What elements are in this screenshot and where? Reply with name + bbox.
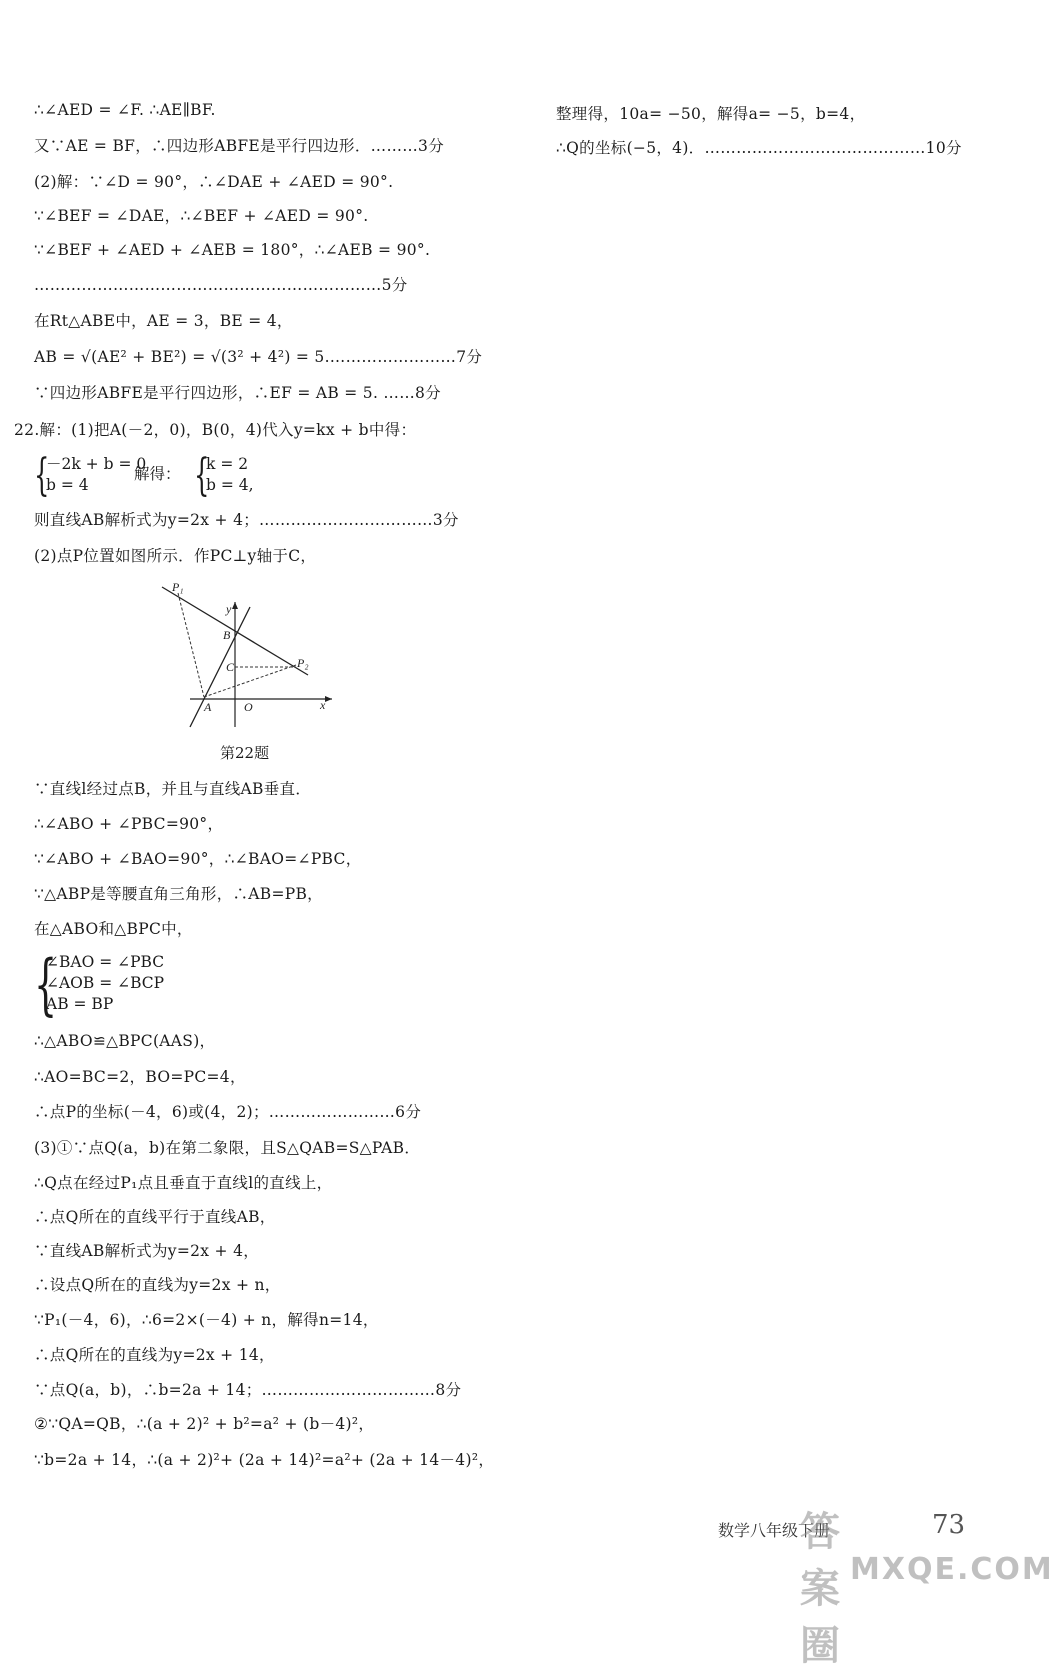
equation: k = 2 [206,455,249,473]
equation-system-1 [34,450,334,501]
text-line: (2)点P位置如图所示．作PC⊥y轴于C， [34,547,317,565]
text-line: ∵△ABP是等腰直角三角形，∴AB=PB， [34,885,323,903]
text-line: 在△ABO和△BPC中， [34,920,193,938]
brace: { [194,450,210,501]
text-line: ∵b=2a + 14，∴(a + 2)²+ (2a + 14)²=a²+ (2a + 14－4)²， [34,1451,495,1469]
text-line: ∴Q点在经过P₁点且垂直于直线l的直线上， [34,1174,333,1192]
text-line: ∵四边形ABFE是平行四边形，∴EF = AB = 5. ……8分 [34,384,441,402]
text-line: 又∵AE = BF，∴四边形ABFE是平行四边形．………3分 [34,137,445,155]
condition: ∠AOB = ∠BCP [46,974,165,992]
text-line: ∴点Q所在的直线为y=2x + 14， [34,1346,275,1364]
label-a: A [204,700,212,714]
text-line: 在Rt△ABE中，AE = 3，BE = 4， [34,312,293,330]
watermark-text: 答案圈 [800,1509,842,1669]
watermark-url: MXQE.COM [850,1552,1054,1587]
text-line: 则直线AB解析式为y=2x + 4；……………………………3分 [34,511,459,529]
text-line: ∵直线l经过点B，并且与直线AB垂直． [34,780,312,798]
x-axis-arrow [325,696,332,702]
footer-subject: 数学八年级下册 [718,1521,831,1540]
condition: AB = BP [46,995,114,1013]
dashed-a-p2 [204,665,296,697]
label-x: x [320,698,326,712]
text-line: ∴点Q所在的直线平行于直线AB， [34,1208,276,1226]
y-axis-arrow [232,602,238,609]
dashed-p1-a [178,593,204,697]
text-line: ∴Q的坐标(−5，4)．……………………………………10分 [556,139,962,157]
text-line: ∵∠BEF + ∠AED + ∠AEB = 180°，∴∠AEB = 90°. [34,241,431,259]
text-line: ∴AO=BC=2，BO=PC=4， [34,1068,246,1086]
text-line: ∵P₁(－4，6)，∴6=2×(－4) + n，解得n=14， [34,1311,379,1329]
text-line: ∵点Q(a，b)，∴b=2a + 14；……………………………8分 [34,1381,462,1399]
text-line: …………………………………………………………5分 [34,276,408,294]
label-p1: P₁ [172,580,184,594]
label-b: B [223,628,231,642]
text-line: (3)①∵点Q(a，b)在第二象限，且S△QAB=S△PAB． [34,1139,421,1157]
text-line: ∵∠ABO + ∠BAO=90°，∴∠BAO=∠PBC， [34,850,362,868]
text-line: (2)解：∵∠D = 90°，∴∠DAE + ∠AED = 90°. [34,173,394,191]
question-22-heading: 22.解：(1)把A(－2，0)，B(0，4)代入y=kx + b中得： [14,421,417,439]
text-line: 整理得，10a= −50，解得a= −5，b=4， [556,105,866,123]
label-p2: P₂ [297,656,309,670]
equation: b = 4 [46,476,89,494]
label-o: O [244,700,253,714]
brace: { [34,450,50,501]
solve-label: 解得： [134,465,181,483]
brace: { [34,946,58,1023]
equation-system-2 [34,946,234,1023]
text-line: ∵∠BEF = ∠DAE，∴∠BEF + ∠AED = 90°. [34,207,369,225]
text-line: ∴∠ABO + ∠PBC=90°， [34,815,224,833]
geometry-figure [160,577,350,737]
text-line: ∴设点Q所在的直线为y=2x + n， [34,1276,281,1294]
text-line: ∵直线AB解析式为y=2x + 4， [34,1242,260,1260]
text-line: ∴△ABO≌△BPC(AAS)， [34,1032,216,1050]
page-number: 73 [932,1510,966,1540]
label-y: y [226,602,232,616]
text-line: ∴点P的坐标(－4，6)或(4，2)；……………………6分 [34,1103,422,1121]
condition: ∠BAO = ∠PBC [46,953,165,971]
equation: －2k + b = 0 [46,455,147,473]
text-line: ②∵QA=QB，∴(a + 2)² + b²=a² + (b－4)²， [34,1415,375,1433]
label-c: C [226,660,235,674]
formula-line: AB = √(AE² + BE²) = √(3² + 4²) = 5.……………………7分 [34,348,483,366]
figure-caption: 第22题 [220,744,270,762]
equation: b = 4, [206,476,254,494]
text-line: ∴∠AED = ∠F. ∴AE∥BF. [34,101,216,119]
